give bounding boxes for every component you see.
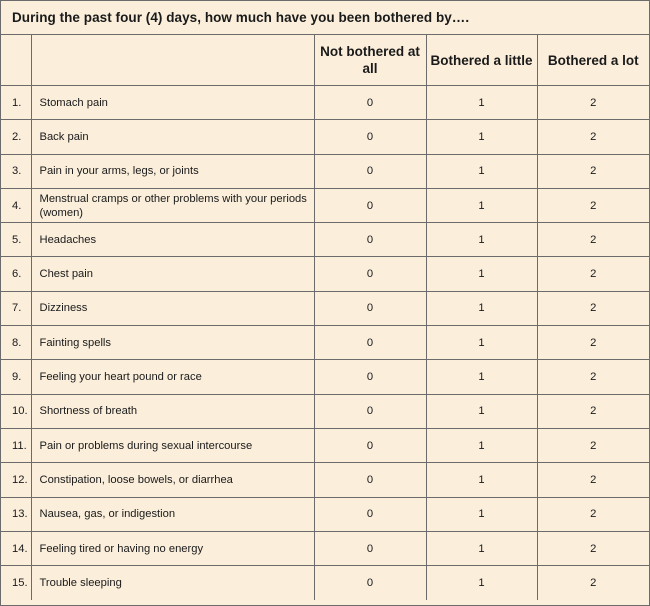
symptom-label: Nausea, gas, or indigestion bbox=[31, 497, 314, 531]
score-bothered-little[interactable]: 1 bbox=[426, 360, 537, 394]
score-bothered-lot[interactable]: 2 bbox=[537, 154, 649, 188]
score-bothered-little[interactable]: 1 bbox=[426, 223, 537, 257]
score-not-bothered[interactable]: 0 bbox=[314, 463, 426, 497]
header-not-bothered: Not bothered at all bbox=[314, 35, 426, 86]
row-number: 12. bbox=[1, 463, 31, 497]
score-not-bothered[interactable]: 0 bbox=[314, 394, 426, 428]
table-row bbox=[1, 326, 649, 360]
table-row bbox=[1, 394, 649, 428]
symptom-label: Pain or problems during sexual intercourse bbox=[31, 428, 314, 462]
score-bothered-little[interactable]: 1 bbox=[426, 291, 537, 325]
score-not-bothered[interactable]: 0 bbox=[314, 86, 426, 120]
symptom-label: Menstrual cramps or other problems with your periods (women) bbox=[31, 188, 314, 222]
table-row bbox=[1, 531, 649, 565]
table-row bbox=[1, 463, 649, 497]
score-bothered-little[interactable]: 1 bbox=[426, 326, 537, 360]
score-not-bothered[interactable]: 0 bbox=[314, 154, 426, 188]
score-bothered-lot[interactable]: 2 bbox=[537, 566, 649, 600]
table-row bbox=[1, 154, 649, 188]
symptom-label: Trouble sleeping bbox=[31, 566, 314, 600]
score-bothered-lot[interactable]: 2 bbox=[537, 531, 649, 565]
table-row bbox=[1, 188, 649, 222]
row-number: 6. bbox=[1, 257, 31, 291]
score-bothered-lot[interactable]: 2 bbox=[537, 360, 649, 394]
header-bothered-little: Bothered a little bbox=[426, 35, 537, 86]
score-bothered-little[interactable]: 1 bbox=[426, 154, 537, 188]
symptom-label: Shortness of breath bbox=[31, 394, 314, 428]
row-number: 9. bbox=[1, 360, 31, 394]
score-bothered-lot[interactable]: 2 bbox=[537, 86, 649, 120]
score-not-bothered[interactable]: 0 bbox=[314, 188, 426, 222]
header-bothered-lot: Bothered a lot bbox=[537, 35, 649, 86]
table-row bbox=[1, 291, 649, 325]
score-not-bothered[interactable]: 0 bbox=[314, 531, 426, 565]
score-not-bothered[interactable]: 0 bbox=[314, 257, 426, 291]
score-not-bothered[interactable]: 0 bbox=[314, 120, 426, 154]
table-header-row bbox=[1, 35, 649, 86]
row-number: 15. bbox=[1, 566, 31, 600]
score-bothered-lot[interactable]: 2 bbox=[537, 497, 649, 531]
table-row bbox=[1, 566, 649, 600]
score-bothered-lot[interactable]: 2 bbox=[537, 428, 649, 462]
row-number: 2. bbox=[1, 120, 31, 154]
score-bothered-lot[interactable]: 2 bbox=[537, 223, 649, 257]
table-row bbox=[1, 497, 649, 531]
score-not-bothered[interactable]: 0 bbox=[314, 326, 426, 360]
table-row bbox=[1, 428, 649, 462]
symptom-label: Stomach pain bbox=[31, 86, 314, 120]
score-bothered-little[interactable]: 1 bbox=[426, 566, 537, 600]
score-bothered-little[interactable]: 1 bbox=[426, 257, 537, 291]
symptom-label: Constipation, loose bowels, or diarrhea bbox=[31, 463, 314, 497]
row-number: 3. bbox=[1, 154, 31, 188]
row-number: 1. bbox=[1, 86, 31, 120]
form-title: During the past four (4) days, how much have you been bothered by…. bbox=[1, 1, 649, 35]
symptom-label: Chest pain bbox=[31, 257, 314, 291]
score-not-bothered[interactable]: 0 bbox=[314, 497, 426, 531]
row-number: 10. bbox=[1, 394, 31, 428]
score-bothered-little[interactable]: 1 bbox=[426, 428, 537, 462]
score-bothered-lot[interactable]: 2 bbox=[537, 120, 649, 154]
score-bothered-lot[interactable]: 2 bbox=[537, 326, 649, 360]
score-not-bothered[interactable]: 0 bbox=[314, 223, 426, 257]
score-not-bothered[interactable]: 0 bbox=[314, 566, 426, 600]
score-bothered-little[interactable]: 1 bbox=[426, 120, 537, 154]
row-number: 5. bbox=[1, 223, 31, 257]
symptom-table bbox=[1, 35, 649, 600]
table-row bbox=[1, 257, 649, 291]
row-number: 4. bbox=[1, 188, 31, 222]
row-number: 14. bbox=[1, 531, 31, 565]
row-number: 7. bbox=[1, 291, 31, 325]
header-item bbox=[31, 35, 314, 86]
score-not-bothered[interactable]: 0 bbox=[314, 291, 426, 325]
score-not-bothered[interactable]: 0 bbox=[314, 428, 426, 462]
symptom-label: Dizziness bbox=[31, 291, 314, 325]
score-bothered-lot[interactable]: 2 bbox=[537, 257, 649, 291]
symptom-label: Feeling your heart pound or race bbox=[31, 360, 314, 394]
symptom-label: Headaches bbox=[31, 223, 314, 257]
row-number: 8. bbox=[1, 326, 31, 360]
score-bothered-little[interactable]: 1 bbox=[426, 188, 537, 222]
symptom-label: Pain in your arms, legs, or joints bbox=[31, 154, 314, 188]
score-bothered-little[interactable]: 1 bbox=[426, 497, 537, 531]
symptom-label: Fainting spells bbox=[31, 326, 314, 360]
symptom-label: Feeling tired or having no energy bbox=[31, 531, 314, 565]
row-number: 13. bbox=[1, 497, 31, 531]
table-row bbox=[1, 223, 649, 257]
score-bothered-little[interactable]: 1 bbox=[426, 463, 537, 497]
header-number bbox=[1, 35, 31, 86]
score-bothered-lot[interactable]: 2 bbox=[537, 291, 649, 325]
table-row bbox=[1, 360, 649, 394]
row-number: 11. bbox=[1, 428, 31, 462]
score-not-bothered[interactable]: 0 bbox=[314, 360, 426, 394]
symptom-label: Back pain bbox=[31, 120, 314, 154]
table-row bbox=[1, 86, 649, 120]
score-bothered-little[interactable]: 1 bbox=[426, 394, 537, 428]
table-body bbox=[1, 86, 649, 600]
score-bothered-little[interactable]: 1 bbox=[426, 531, 537, 565]
score-bothered-lot[interactable]: 2 bbox=[537, 463, 649, 497]
table-row bbox=[1, 120, 649, 154]
score-bothered-lot[interactable]: 2 bbox=[537, 188, 649, 222]
score-bothered-lot[interactable]: 2 bbox=[537, 394, 649, 428]
score-bothered-little[interactable]: 1 bbox=[426, 86, 537, 120]
